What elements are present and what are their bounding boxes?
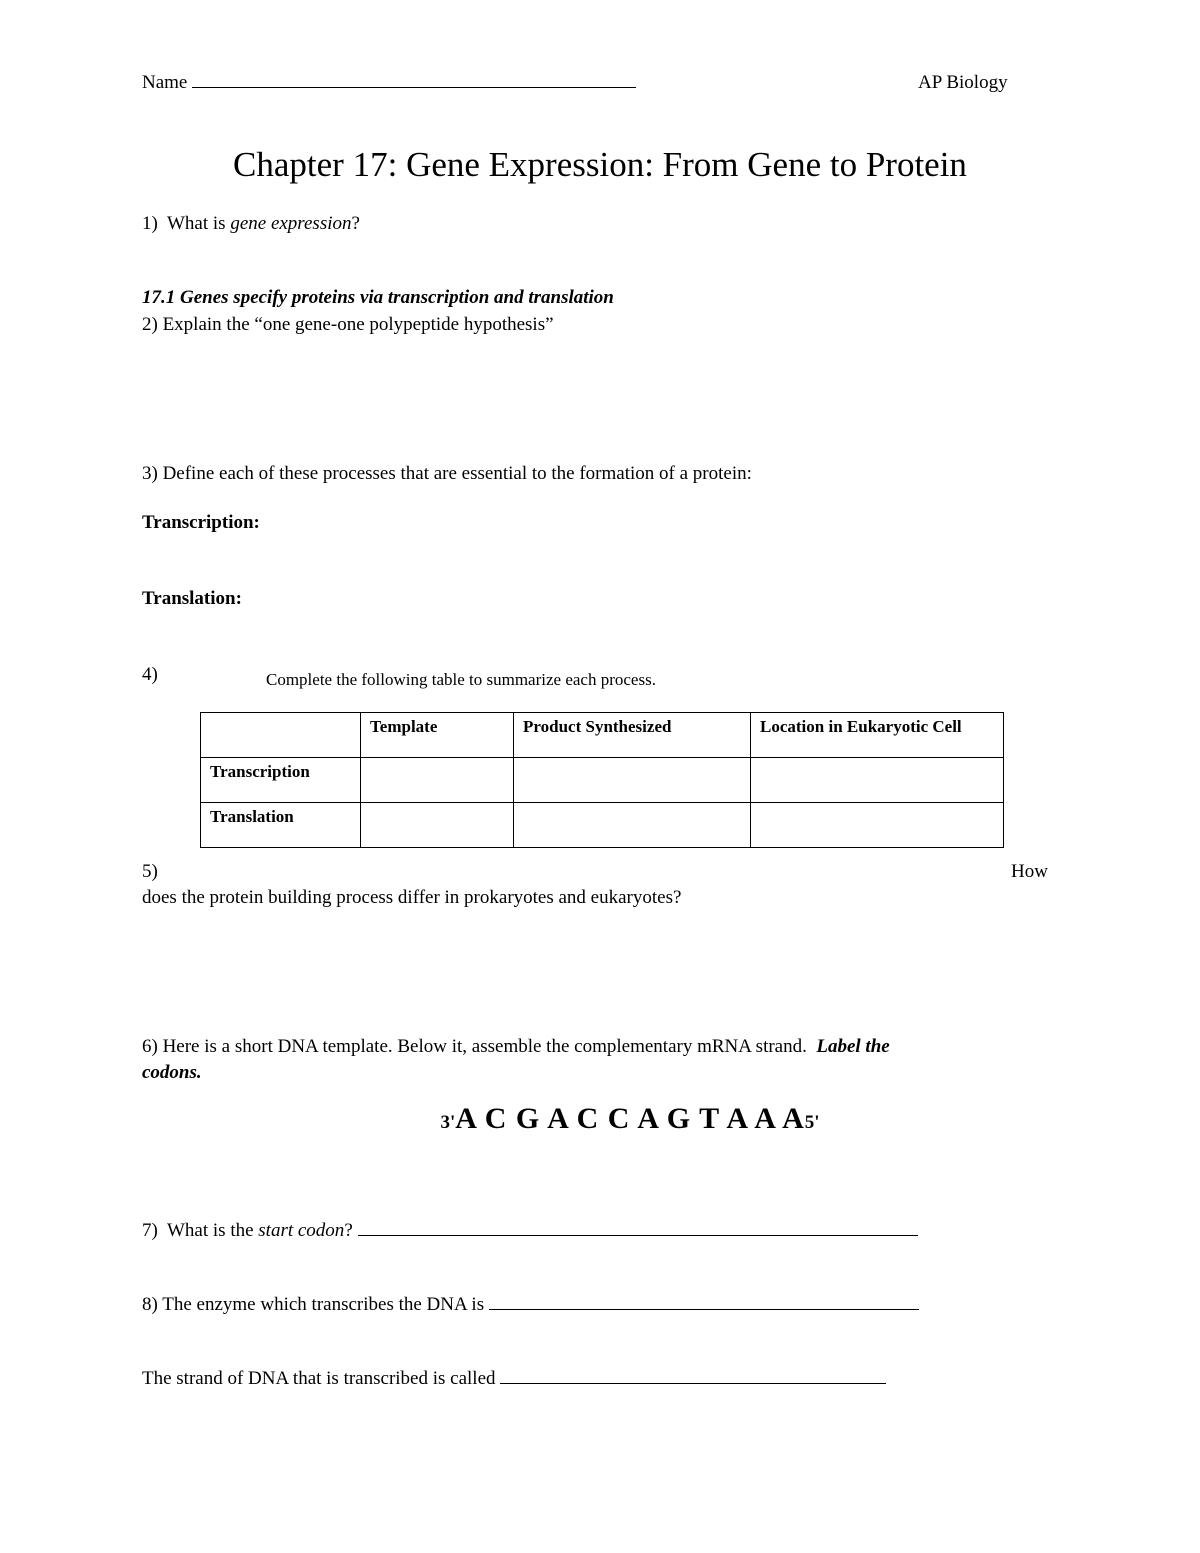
table-cell[interactable] (361, 803, 514, 848)
translation-label: Translation: (142, 588, 242, 609)
q1-mark: ? (351, 213, 360, 234)
question-1 (142, 213, 360, 235)
q9-text: The strand of DNA that is transcribed is called (142, 1368, 496, 1389)
summary-table (200, 712, 1004, 848)
name-blank[interactable] (192, 86, 636, 88)
section-heading: 17.1 Genes specify proteins via transcription and translation (142, 287, 614, 308)
q5-how: How (1011, 861, 1048, 882)
question-8 (142, 1294, 919, 1316)
question-6 (142, 1036, 890, 1058)
q4-number: 4) (142, 664, 158, 685)
question-3: 3) Define each of these processes that are essential to the formation of a protein: (142, 463, 752, 484)
q7-blank[interactable] (358, 1234, 918, 1236)
q7-term: start codon (258, 1220, 345, 1241)
question-2: 2) Explain the “one gene-one polypeptide hypothesis” (142, 314, 554, 335)
name-line (142, 72, 636, 94)
table-cell[interactable] (514, 758, 751, 803)
q1-text: What is (167, 213, 226, 234)
table-cell[interactable] (751, 803, 1004, 848)
q1-term: gene expression (230, 213, 352, 234)
table-cell[interactable] (514, 803, 751, 848)
dna-right-end: 5' (804, 1112, 820, 1133)
dna-sequence: A C G A C C A G T A A A (455, 1102, 805, 1135)
table-header-cell: Product Synthesized (514, 713, 751, 758)
question-7 (142, 1220, 918, 1242)
q6-text: 6) Here is a short DNA template. Below it, assemble the complementary mRNA strand. (142, 1036, 807, 1057)
dna-left-end: 3' (440, 1112, 456, 1133)
name-label: Name (142, 72, 188, 93)
table-header-cell: Template (361, 713, 514, 758)
table-row-label: Transcription (201, 758, 361, 803)
q7-mark: ? (344, 1220, 353, 1241)
table-row (201, 803, 1004, 848)
q4-instruction: Complete the following table to summarize each process. (266, 670, 656, 689)
transcription-label: Transcription: (142, 512, 260, 533)
table-cell[interactable] (361, 758, 514, 803)
q5-text: does the protein building process differ in prokaryotes and eukaryotes? (142, 887, 682, 908)
table-row (201, 758, 1004, 803)
table-header-cell: Location in Eukaryotic Cell (751, 713, 1004, 758)
q1-number: 1) (142, 213, 158, 234)
table-header-cell (201, 713, 361, 758)
course-label: AP Biology (918, 72, 1008, 93)
q6-label-cont: codons. (142, 1062, 202, 1083)
q7-number: 7) (142, 1220, 158, 1241)
q7-text: What is the (167, 1220, 254, 1241)
q8-text: 8) The enzyme which transcribes the DNA is (142, 1294, 485, 1315)
question-9 (142, 1368, 886, 1390)
page-title: Chapter 17: Gene Expression: From Gene to Protein (233, 145, 967, 184)
table-cell[interactable] (751, 758, 1004, 803)
q9-blank[interactable] (500, 1382, 886, 1384)
table-row-label: Translation (201, 803, 361, 848)
dna-strand (0, 1102, 1200, 1136)
table-header-row (201, 713, 1004, 758)
q6-label: Label the (816, 1036, 890, 1057)
q8-blank[interactable] (489, 1308, 919, 1310)
q5-number: 5) (142, 861, 158, 882)
